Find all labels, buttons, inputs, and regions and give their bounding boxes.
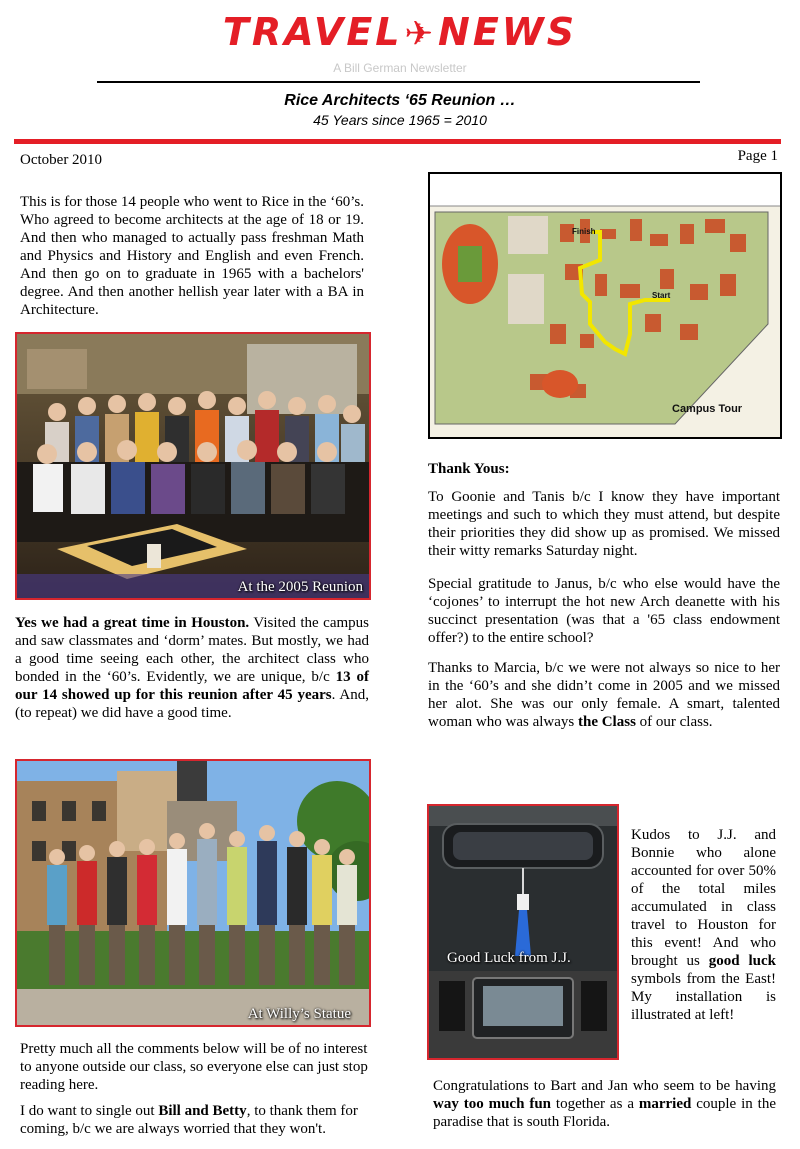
- great-time-text1: Visited the campus and saw classmates and ‘dorm’ mates. But mostly, we had a good time seeing each other, the architect class who bonded in the ‘60’s. Evidently, we are unique, b/c: [15, 615, 370, 685]
- thanks-p3-text1: Thanks to Marcia, b/c we were not always so nice to her in the ‘60’s and she didn’t come in 2005 and we missed her alot. She was our only female. A smart, talented woman who was always: [428, 660, 780, 730]
- thanks-p3-bold: the Class: [577, 714, 636, 730]
- airplane-icon: ✈: [404, 14, 437, 54]
- map-finish-label: Finish: [572, 227, 596, 236]
- issue-date: October 2010: [20, 152, 103, 168]
- page-number: Page 1: [737, 148, 778, 164]
- good-luck-photo: [427, 804, 619, 1060]
- page-title: Rice Architects ‘65 Reunion …: [284, 92, 516, 109]
- kudos-text2: symbols from the East! My installation is illustrated at left!: [631, 971, 776, 1023]
- good-luck-image: [429, 806, 617, 1058]
- page-subtitle: 45 Years since 1965 = 2010: [313, 112, 487, 128]
- congrats-paragraph: [433, 1077, 776, 1131]
- congrats-text1: Congratulations to Bart and Jan who seem to be having: [433, 1078, 776, 1094]
- great-time-lead: Yes we had a great time in Houston.: [15, 615, 250, 631]
- good-luck-caption: Good Luck from J.J.: [447, 950, 571, 966]
- congrats-bold2: married: [638, 1096, 692, 1112]
- willys-statue-photo: [15, 759, 371, 1027]
- comments-paragraph: Pretty much all the comments below will be of no interest to anyone outside our class, so everyone else can just stop reading here.: [20, 1041, 368, 1093]
- reunion-2005-photo: [15, 332, 371, 600]
- masthead-title-left: TRAVEL: [222, 10, 403, 54]
- single-out-paragraph: [20, 1102, 380, 1138]
- thanks-paragraph-2: Special gratitude to Janus, b/c who else would have the ‘cojones’ to interrupt the hot new Arch deanette with his succinct presentation (was that a '65 class endowment offer?) to the entire school?: [428, 576, 780, 646]
- thanks-paragraph-3: [428, 659, 780, 731]
- intro-paragraph: This is for those 14 people who went to Rice in the ‘60’s. Who agreed to become architects at the age of 18 or 19. And then who managed to actually pass freshman Math and Physics and History and English and even French. And then go on to graduate in 1965 with a bachelors' degree. And then another hellish year later with a BA in Architecture.: [20, 194, 364, 318]
- willys-statue-caption: At Willy’s Statue: [247, 1006, 351, 1022]
- masthead-tagline: A Bill German Newsletter: [333, 61, 467, 75]
- reunion-2005-image: [17, 334, 369, 598]
- campus-map-image: [430, 174, 780, 437]
- congrats-bold1: way too much fun: [433, 1096, 552, 1112]
- kudos-paragraph: [631, 826, 776, 1024]
- header-divider: [97, 81, 700, 83]
- newsletter-masthead: [0, 10, 800, 54]
- great-time-bold: 13 of our 14 showed up for this reunion after 45 years: [15, 669, 369, 703]
- map-title-label: Campus Tour: [672, 403, 743, 415]
- congrats-text2: together as a: [551, 1096, 639, 1112]
- campus-tour-map: [428, 172, 782, 439]
- willys-statue-image: [17, 761, 369, 1025]
- kudos-text1: Kudos to J.J. and Bonnie who alone accounted for over 50% of the total miles accumulated in class travel to Houston for this event! And who brought us: [631, 827, 776, 969]
- great-time-paragraph: [15, 614, 369, 722]
- single-out-text2: , to thank them for coming, b/c we are always worried that they won't.: [20, 1103, 358, 1137]
- congrats-text3: couple in the paradise that is south Florida.: [433, 1096, 776, 1130]
- thanks-paragraph-1: To Goonie and Tanis b/c I know they have important meetings and such to which they must attend, but despite their priorities they did show up as promised. We missed their witty remarks Saturday night.: [428, 489, 780, 559]
- thanks-p3-text2: of our class.: [635, 714, 713, 730]
- masthead-title-right: NEWS: [438, 10, 578, 54]
- kudos-bold: good luck: [708, 953, 776, 969]
- reunion-2005-caption: At the 2005 Reunion: [237, 579, 363, 595]
- great-time-text2: . And, (to repeat) we did have a good time.: [15, 687, 370, 721]
- single-out-text1: I do want to single out: [20, 1103, 159, 1119]
- map-start-label: Start: [652, 291, 671, 300]
- thanks-heading: Thank Yous:: [428, 461, 510, 477]
- red-divider: [14, 139, 781, 144]
- single-out-bold: Bill and Betty: [158, 1103, 247, 1119]
